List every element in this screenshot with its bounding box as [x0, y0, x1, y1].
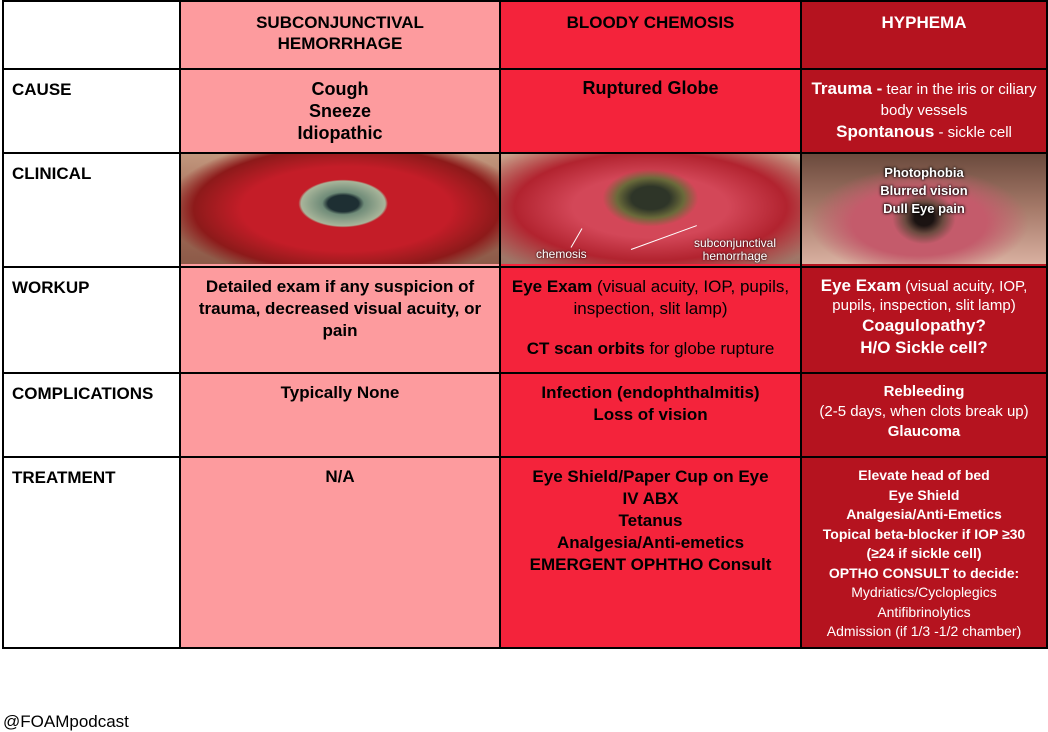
row-label-cause: CAUSE [3, 69, 180, 153]
clinical-photo-chemosis [500, 153, 801, 267]
treatment-item: Admission (if 1/3 -1/2 chamber) [826, 623, 1022, 639]
eye-photo-bloody-chemosis [501, 154, 800, 264]
workup-hyphema [801, 267, 1047, 373]
eye-photo-subconjunctival-hemorrhage [181, 154, 499, 264]
workup-eye-exam: Eye Exam (visual acuity, IOP, pupils, inspection, slit lamp) [511, 277, 790, 318]
row-label-treatment: TREATMENT [3, 457, 180, 648]
complication-item: Infection (endophthalmitis) [541, 383, 760, 402]
cause-subconjunctival [180, 69, 500, 153]
row-complications [3, 373, 1047, 457]
row-treatment [3, 457, 1047, 648]
treatment-item: Mydriatics/Cycloplegics [851, 584, 997, 600]
cause-chemosis [500, 69, 801, 153]
complication-note: (2-5 days, when clots break up) [819, 403, 1029, 420]
symptom-photophobia: Photophobia [884, 165, 964, 180]
treatment-item: Tetanus [618, 511, 683, 530]
cause-trauma: Trauma - tear in the iris or ciliary body vessels [811, 79, 1037, 119]
workup-ct-scan: CT scan orbits for globe rupture [526, 339, 775, 358]
complication-glaucoma: Glaucoma [887, 423, 961, 440]
clinical-photo-subconjunctival [180, 153, 500, 267]
row-cause [3, 69, 1047, 153]
symptom-blurred-vision: Blurred vision [880, 183, 968, 198]
arrow-icon [571, 228, 583, 248]
photo-label-subconjunctival: subconjunctival hemorrhage [693, 236, 777, 263]
photo-symptoms [802, 164, 1046, 218]
treatment-hyphema [801, 457, 1047, 648]
clinical-photo-hyphema [801, 153, 1047, 267]
treatment-chemosis [500, 457, 801, 648]
header-empty-cell [3, 1, 180, 69]
cause-item: Cough [311, 79, 369, 99]
workup-text: Detailed exam if any suspicion of trauma, decreased visual acuity, or pain [198, 277, 482, 340]
row-label-complications: COMPLICATIONS [3, 373, 180, 457]
cause-item: Idiopathic [297, 123, 383, 143]
cause-hyphema [801, 69, 1047, 153]
row-label-workup: WORKUP [3, 267, 180, 373]
treatment-item: OPTHO CONSULT to decide: [828, 564, 1020, 581]
treatment-item: EMERGENT OPHTHO Consult [529, 555, 772, 574]
footer-handle: @FOAMpodcast [3, 712, 129, 731]
cause-item: Ruptured Globe [582, 78, 719, 98]
header-hyphema: HYPHEMA [801, 1, 1047, 69]
treatment-item: Elevate head of bed [858, 467, 990, 483]
treatment-item: Analgesia/Anti-emetics [556, 533, 745, 552]
header-bloody-chemosis: BLOODY CHEMOSIS [500, 1, 801, 69]
treatment-item: Eye Shield [888, 486, 960, 503]
comparison-table [2, 0, 1048, 649]
cause-item: Sneeze [308, 101, 372, 121]
symptom-dull-eye-pain: Dull Eye pain [883, 201, 965, 216]
workup-coagulopathy: Coagulopathy? [862, 316, 986, 335]
eye-photo-hyphema [802, 154, 1046, 264]
treatment-subconjunctival [180, 457, 500, 648]
treatment-item: N/A [325, 467, 355, 486]
workup-sickle: H/O Sickle cell? [860, 338, 988, 357]
header-subconjunctival-hemorrhage: SUBCONJUNCTIVAL HEMORRHAGE [180, 1, 500, 69]
complication-rebleeding: Rebleeding [883, 383, 965, 400]
treatment-item: Eye Shield/Paper Cup on Eye [532, 467, 769, 486]
treatment-item: Analgesia/Anti-Emetics [846, 506, 1002, 522]
treatment-item: Topical beta-blocker if IOP ≥30 (≥24 if sickle cell) [822, 525, 1026, 561]
complications-chemosis [500, 373, 801, 457]
complication-item: Loss of vision [593, 405, 708, 424]
complication-item: Typically None [280, 383, 400, 402]
photo-label-chemosis: chemosis [536, 247, 587, 261]
complications-hyphema [801, 373, 1047, 457]
workup-subconjunctival [180, 267, 500, 373]
row-clinical [3, 153, 1047, 267]
workup-eye-exam: Eye Exam (visual acuity, IOP, pupils, inspection, slit lamp) [820, 276, 1028, 314]
header-row [3, 1, 1047, 69]
treatment-item: Antifibrinolytics [877, 603, 971, 620]
row-label-clinical: CLINICAL [3, 153, 180, 267]
complications-subconjunctival [180, 373, 500, 457]
workup-chemosis [500, 267, 801, 373]
cause-spontaneous: Spontanous - sickle cell [836, 122, 1012, 141]
treatment-item: IV ABX [622, 489, 679, 508]
row-workup [3, 267, 1047, 373]
